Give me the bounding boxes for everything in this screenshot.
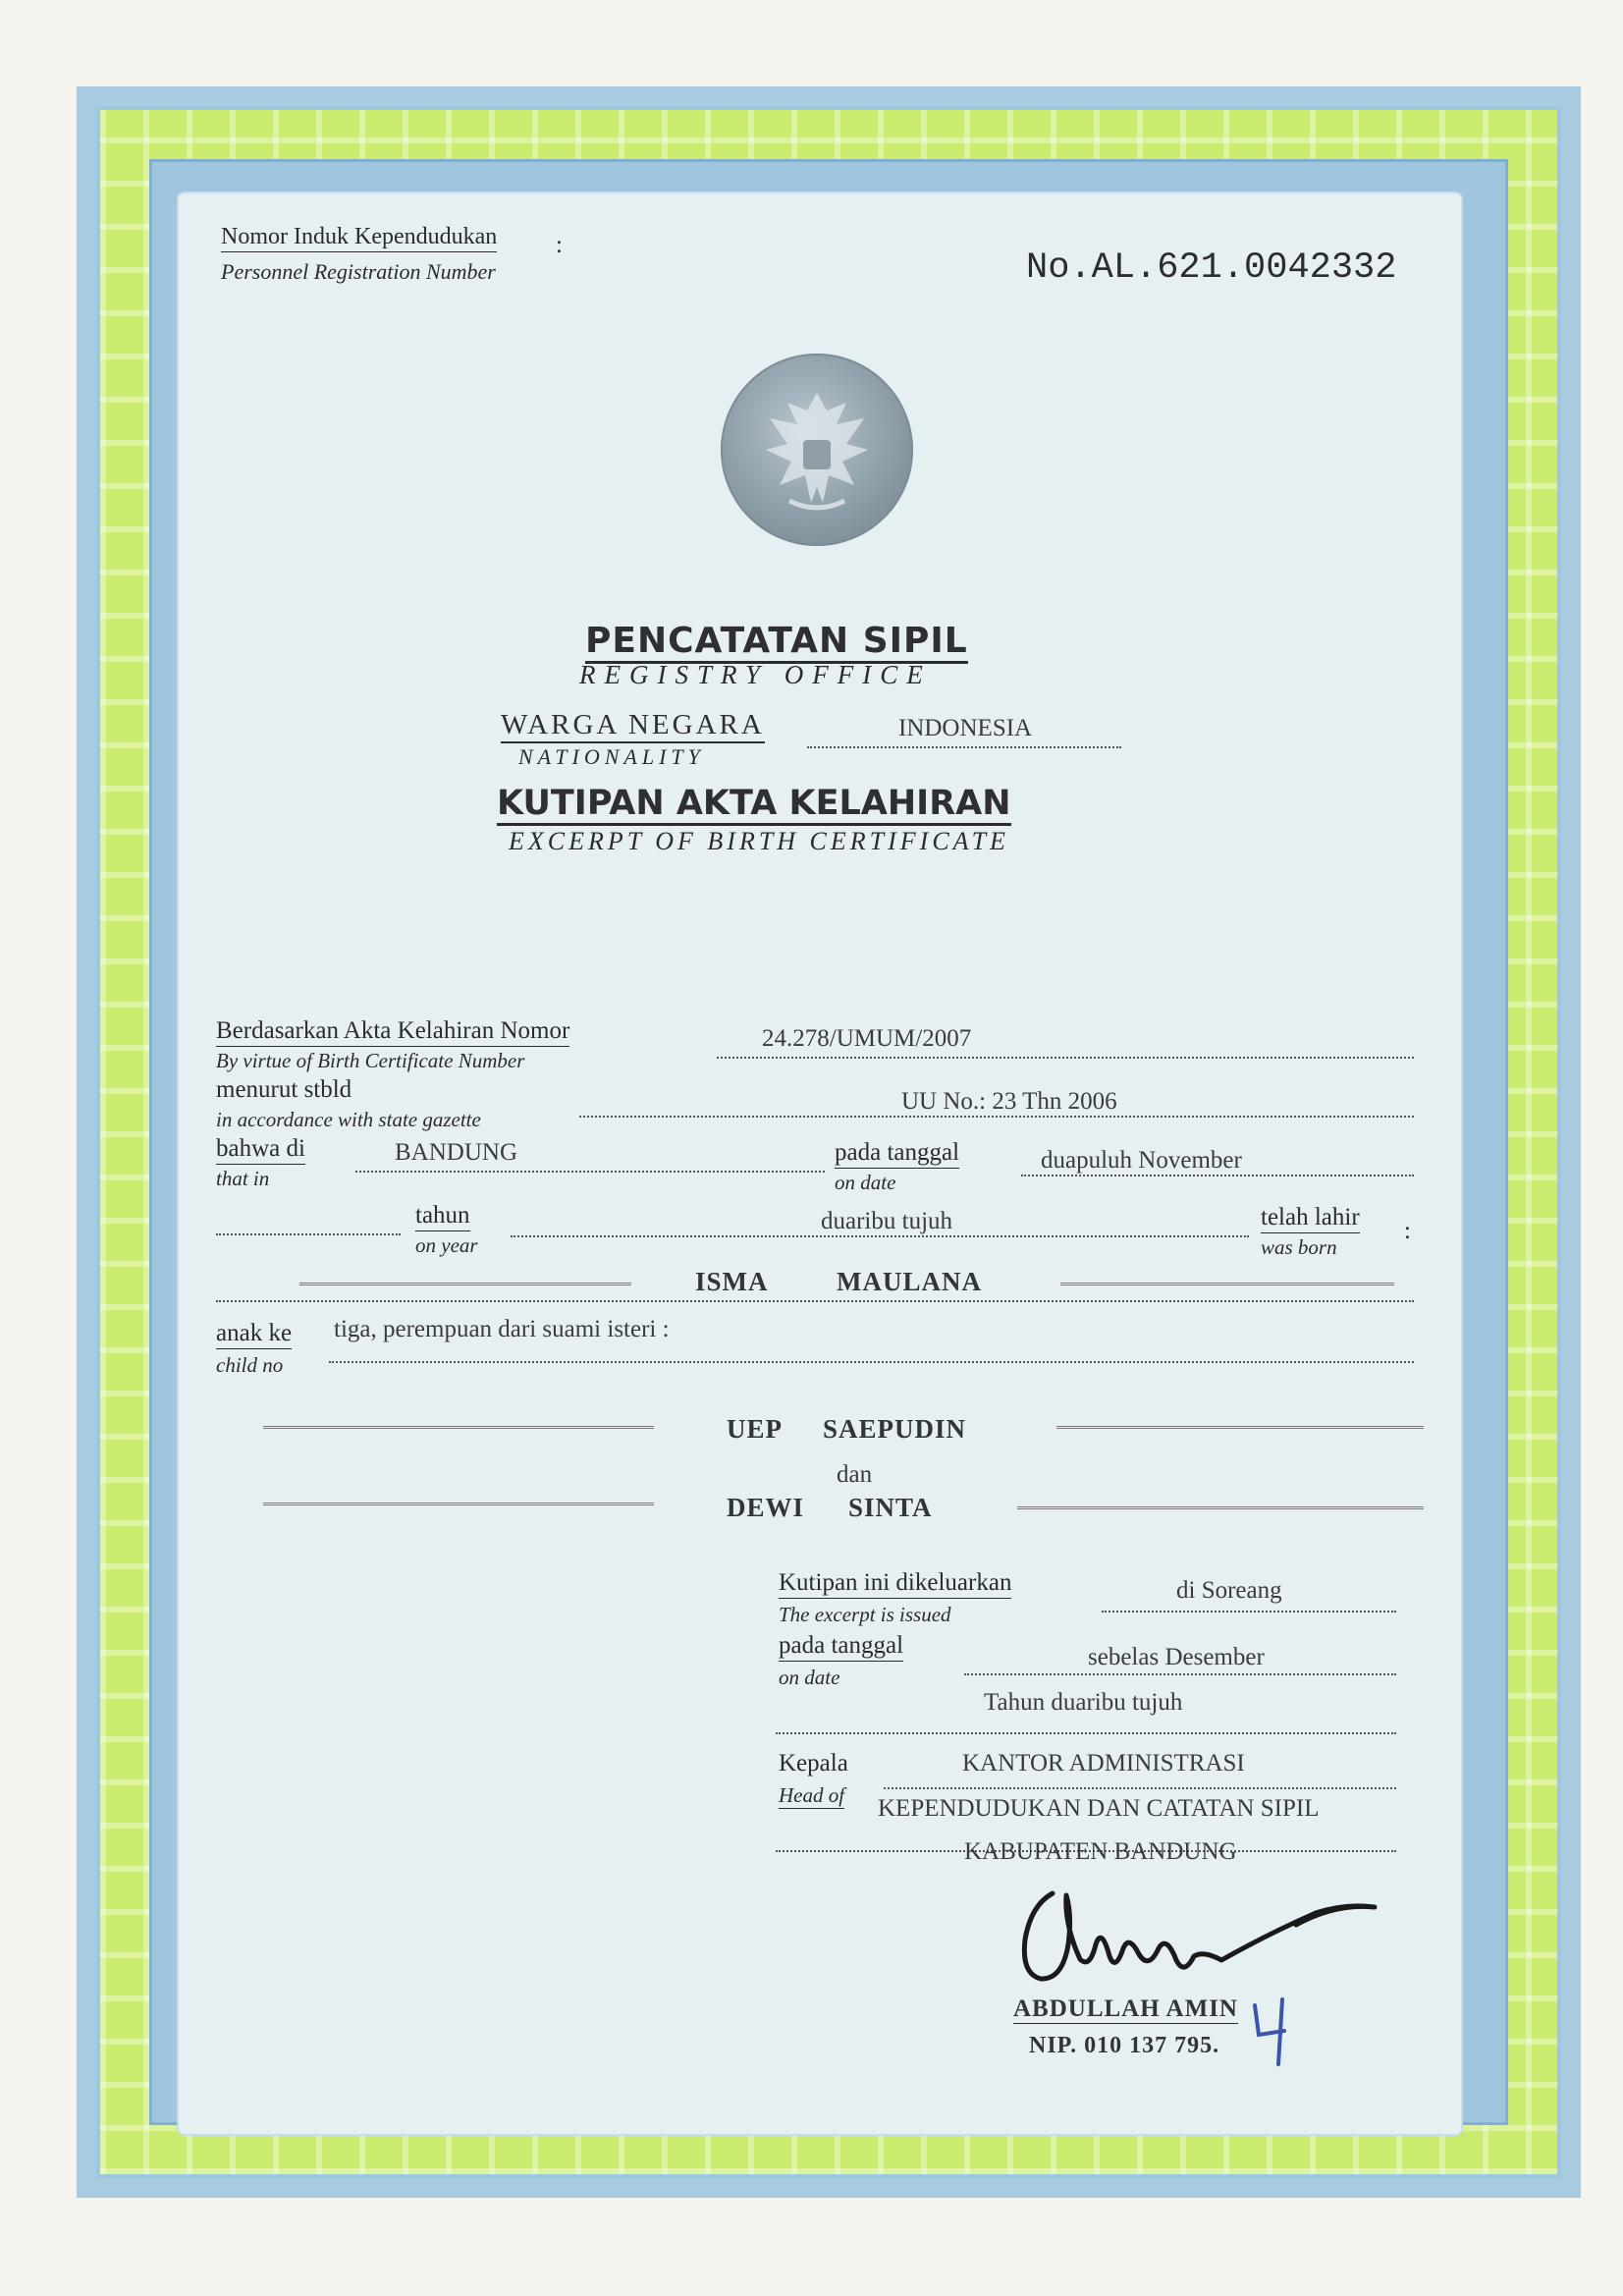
child-no-label: anak ke: [216, 1320, 292, 1349]
head-label: Kepala: [779, 1750, 848, 1777]
father-last-name: SAEPUDIN: [823, 1414, 967, 1444]
year-prefix-dotted-line: [216, 1233, 401, 1235]
child-last-name: MAULANA: [837, 1267, 982, 1296]
name-left-dashes: [299, 1283, 631, 1285]
issue-date-sub-label: on date: [779, 1666, 840, 1689]
official-nip: NIP. 010 137 795.: [1029, 2033, 1220, 2058]
pen-mark-icon: [1249, 1992, 1298, 2070]
office-line-2: KEPENDUDUKAN DAN CATATAN SIPIL: [878, 1795, 1320, 1822]
father-left-dashes: [263, 1426, 654, 1429]
stbld-dotted-line: [579, 1116, 1414, 1118]
mother-last-name: SINTA: [848, 1493, 933, 1522]
document-title: KUTIPAN AKTA KELAHIRAN: [497, 784, 1011, 826]
place-label: bahwa di: [216, 1135, 305, 1165]
office-line-1: KANTOR ADMINISTRASI: [962, 1750, 1245, 1777]
birth-year-label: tahun: [415, 1202, 470, 1231]
conjunction-dan: dan: [837, 1461, 873, 1488]
mother-right-dashes: [1017, 1506, 1424, 1509]
was-born-sub-label: was born: [1261, 1235, 1337, 1259]
name-right-dashes: [1060, 1283, 1394, 1285]
nik-label: Nomor Induk Kependudukan: [221, 224, 497, 252]
stbld-label: menurut stbld: [216, 1076, 352, 1103]
birth-date-label: pada tanggal: [835, 1139, 959, 1169]
birth-year-value: duaribu tujuh: [821, 1208, 953, 1234]
child-first-name: ISMA: [695, 1267, 769, 1296]
birth-date-sub-label: on date: [835, 1171, 896, 1194]
cert-no-label: Berdasarkan Akta Kelahiran Nomor: [216, 1017, 569, 1047]
nationality-label: WARGA NEGARA: [501, 709, 765, 743]
issue-year-value: Tahun duaribu tujuh: [984, 1689, 1183, 1716]
name-dotted-line: [216, 1300, 1414, 1302]
issue-date-dotted-line: [964, 1673, 1396, 1675]
office-line-1-dotted: [884, 1787, 1396, 1789]
was-born-colon: :: [1404, 1218, 1411, 1244]
child-no-value: tiga, perempuan dari suami isteri :: [334, 1316, 670, 1342]
cert-no-sub-label: By virtue of Birth Certificate Number: [216, 1049, 525, 1072]
document-subtitle: EXCERPT OF BIRTH CERTIFICATE: [509, 827, 1009, 855]
cert-no-dotted-line: [717, 1057, 1414, 1059]
father-first-name: UEP: [727, 1414, 783, 1444]
issued-place-dotted-line: [1102, 1611, 1396, 1613]
nationality-sub-label: NATIONALITY: [518, 744, 705, 769]
place-sub-label: that in: [216, 1167, 270, 1190]
issue-date-label: pada tanggal: [779, 1632, 903, 1662]
office-line-3: KABUPATEN BANDUNG: [964, 1838, 1237, 1865]
office-title: PENCATATAN SIPIL: [585, 621, 968, 664]
birth-date-dotted-line: [1021, 1175, 1414, 1176]
signature-icon: [1011, 1866, 1404, 2013]
nik-colon: :: [556, 232, 563, 258]
issue-date-value: sebelas Desember: [1088, 1644, 1265, 1670]
nationality-value: INDONESIA: [898, 715, 1033, 741]
stbld-sub-label: in accordance with state gazette: [216, 1108, 481, 1131]
child-no-sub-label: child no: [216, 1353, 284, 1377]
garuda-emblem-icon: [721, 354, 913, 546]
issue-year-dotted-line: [776, 1732, 1396, 1734]
place-value: BANDUNG: [395, 1139, 517, 1166]
office-subtitle: REGISTRY OFFICE: [579, 660, 932, 689]
issued-sub-label: The excerpt is issued: [779, 1603, 951, 1626]
birth-year-sub-label: on year: [415, 1233, 478, 1257]
was-born-label: telah lahir: [1261, 1204, 1360, 1233]
nationality-dotted-line: [807, 746, 1121, 748]
official-name: ABDULLAH AMIN: [1013, 1995, 1238, 2022]
serial-number: No.AL.621.0042332: [1026, 247, 1397, 289]
birth-date-value: duapuluh November: [1041, 1147, 1242, 1174]
place-dotted-line: [355, 1171, 825, 1173]
head-sub-label: Head of: [779, 1783, 845, 1807]
cert-no-value: 24.278/UMUM/2007: [762, 1025, 972, 1052]
mother-left-dashes: [263, 1503, 654, 1505]
nik-sub-label: Personnel Registration Number: [221, 259, 496, 284]
issued-place-value: di Soreang: [1176, 1577, 1282, 1604]
child-no-dotted-line: [329, 1361, 1414, 1363]
stbld-value: UU No.: 23 Thn 2006: [901, 1088, 1117, 1115]
father-right-dashes: [1056, 1426, 1424, 1429]
mother-first-name: DEWI: [727, 1493, 805, 1522]
birth-year-dotted-line: [511, 1235, 1249, 1237]
issued-label: Kutipan ini dikeluarkan: [779, 1569, 1011, 1599]
